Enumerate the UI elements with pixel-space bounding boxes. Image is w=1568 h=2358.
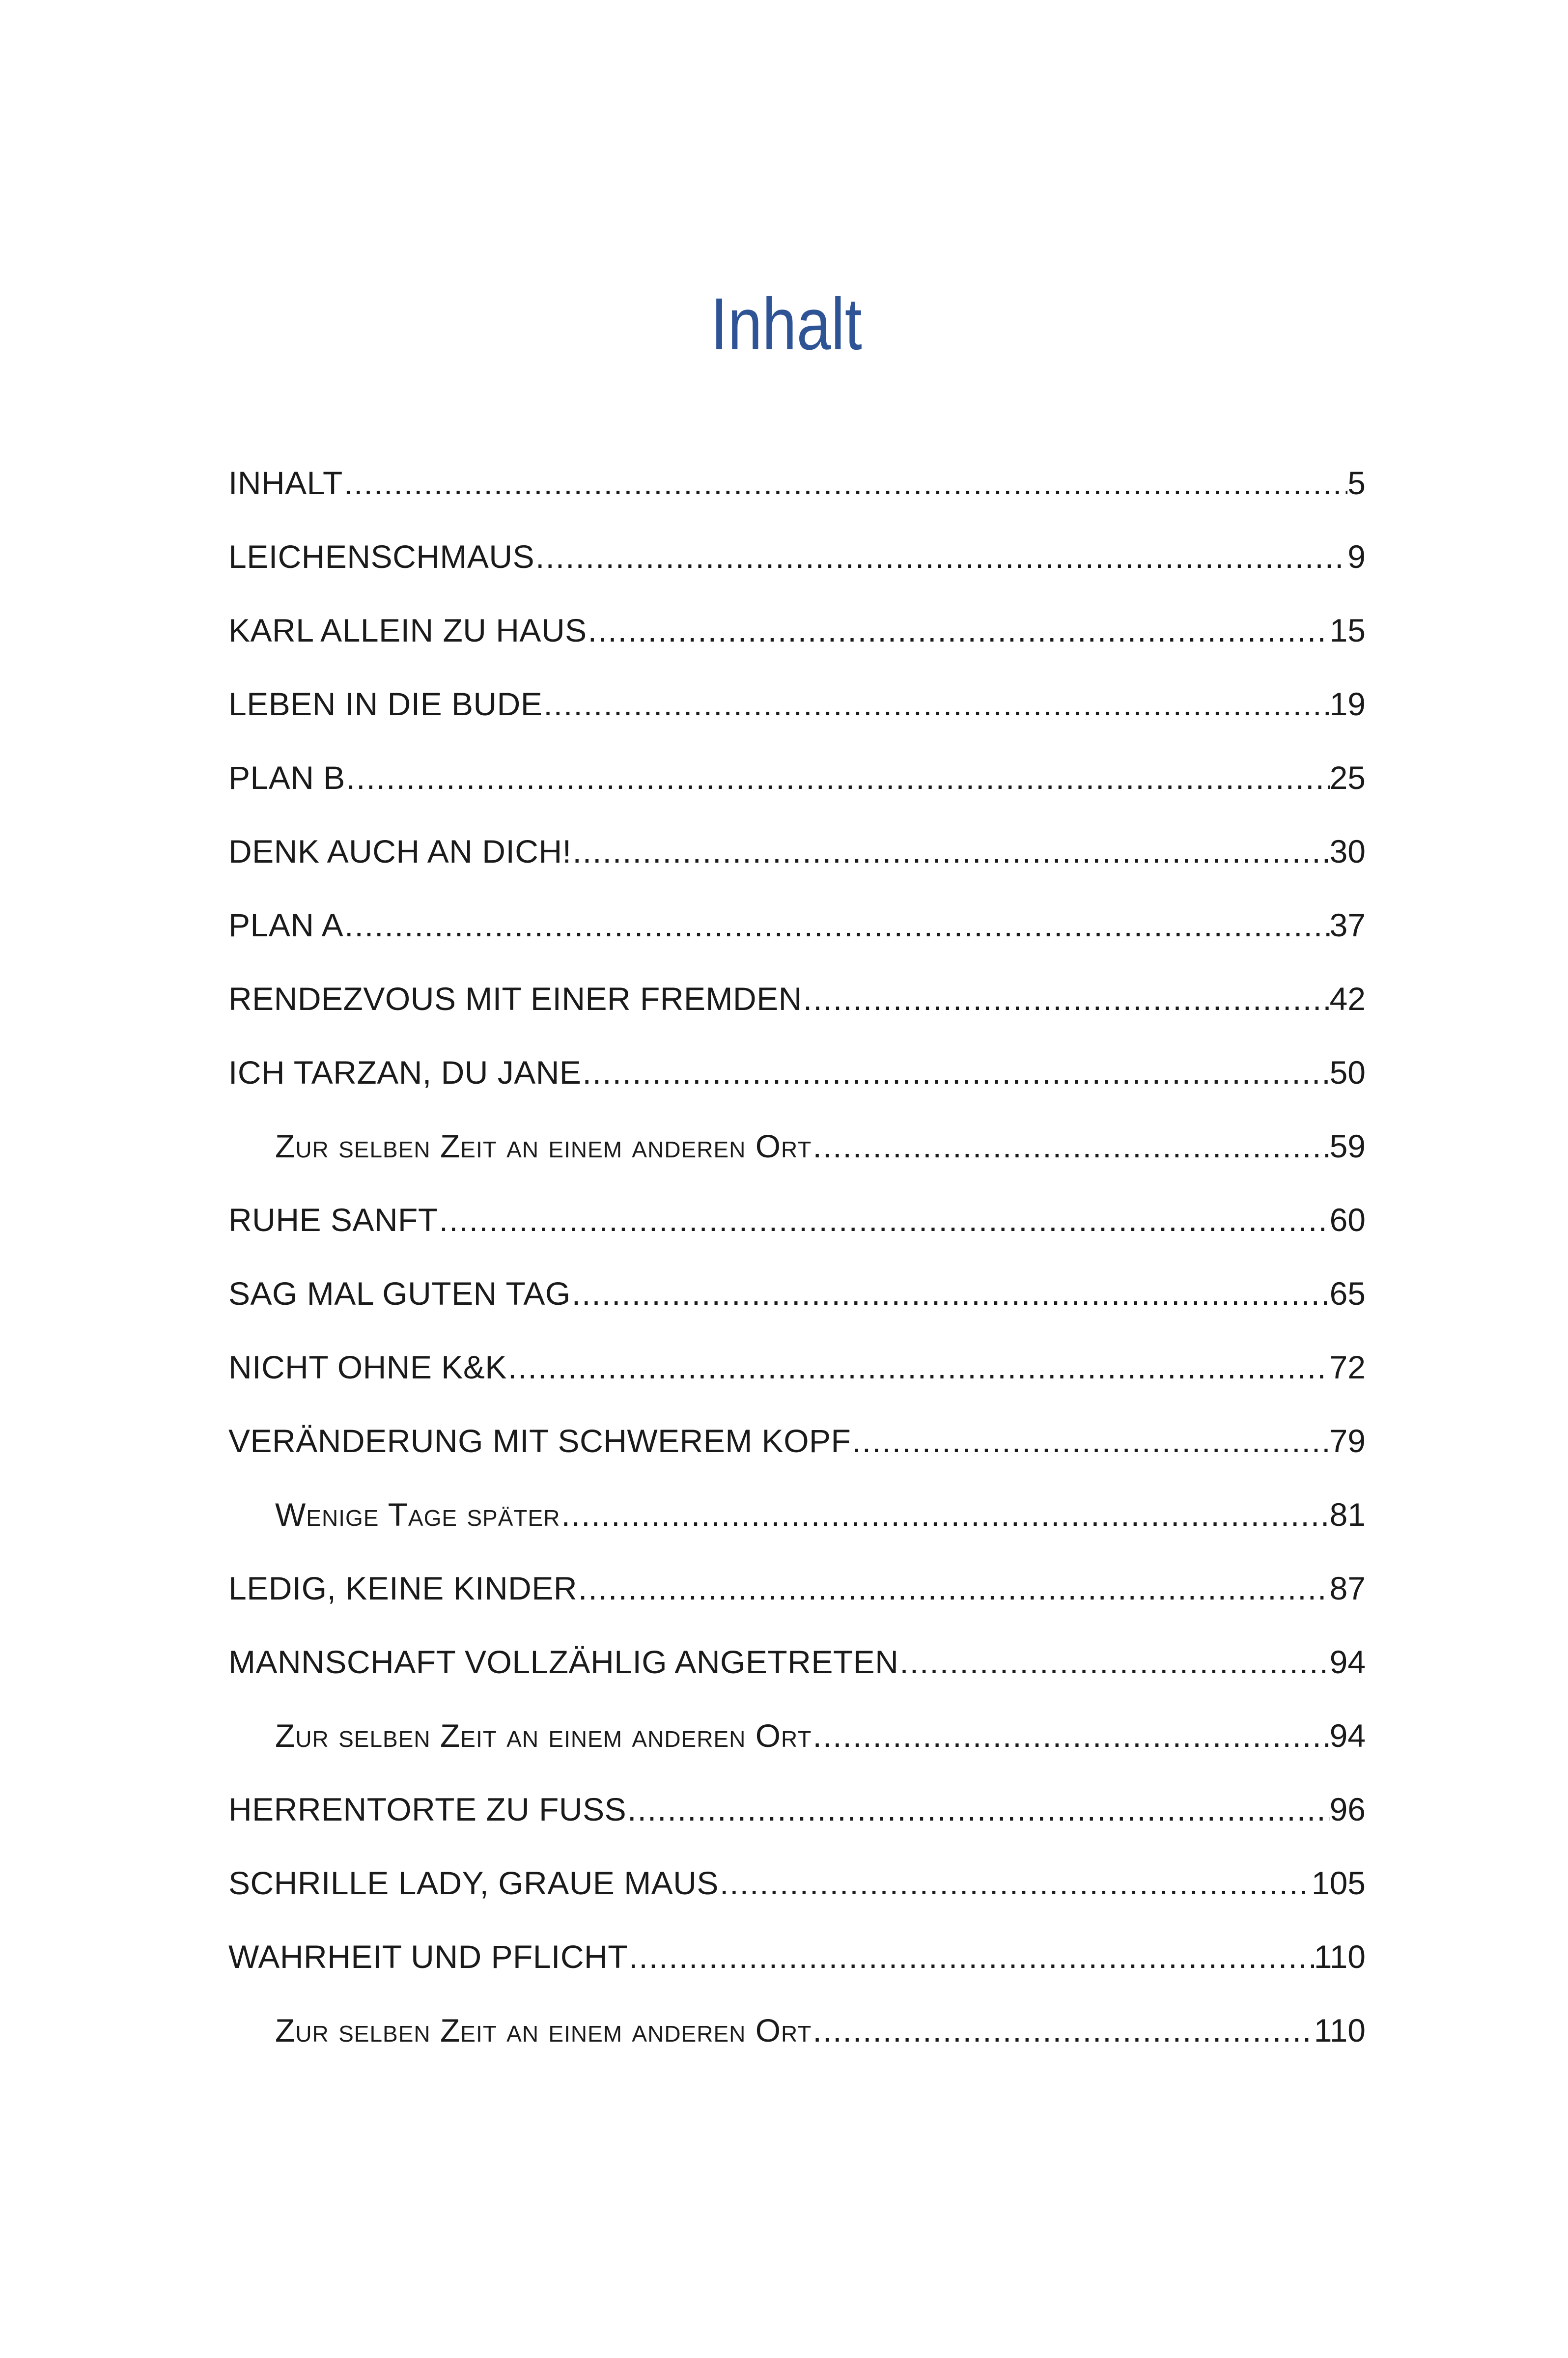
toc-dot-leader	[587, 608, 1330, 652]
toc-entry-title: Zur selben Zeit an einem anderen Ort	[275, 1128, 812, 1164]
toc-page-number: 87	[1329, 1570, 1366, 1606]
toc-entry-title: DENK AUCH AN DICH!	[228, 833, 572, 870]
toc-entry[interactable]	[228, 1861, 1366, 1935]
toc-entry[interactable]	[228, 756, 1366, 829]
toc-entry[interactable]	[228, 977, 1366, 1050]
toc-subentry[interactable]	[228, 1492, 1366, 1566]
toc-subentry[interactable]	[228, 1124, 1366, 1198]
toc-dot-leader	[626, 1787, 1329, 1831]
toc-dot-leader	[812, 1124, 1330, 1168]
toc-subentry[interactable]	[228, 1713, 1366, 1787]
toc-entry-title: ICH TARZAN, DU JANE	[228, 1054, 582, 1091]
toc-page-number: 60	[1329, 1202, 1366, 1238]
toc-page-number: 59	[1329, 1128, 1366, 1164]
toc-dot-leader	[812, 1713, 1330, 1758]
toc-page-number: 105	[1311, 1865, 1366, 1901]
toc-dot-leader	[438, 1198, 1330, 1242]
toc-dot-leader	[560, 1492, 1329, 1537]
toc-dot-leader	[719, 1861, 1312, 1905]
toc-dot-leader	[577, 1566, 1330, 1610]
toc-dot-leader	[534, 534, 1347, 579]
page-title: Inhalt	[710, 282, 862, 365]
toc-entry[interactable]	[228, 534, 1366, 608]
toc-entry-title: WAHRHEIT UND PFLICHT	[228, 1938, 628, 1975]
toc-entry-title: PLAN A	[228, 907, 344, 943]
toc-page-number: 25	[1329, 759, 1366, 796]
toc-dot-leader	[343, 903, 1329, 947]
toc-entry[interactable]	[228, 682, 1366, 756]
toc-entry-title: RENDEZVOUS MIT EINER FREMDEN	[228, 981, 802, 1017]
toc-page-number: 94	[1329, 1717, 1366, 1754]
toc-entry[interactable]	[228, 1419, 1366, 1492]
toc-entry-title: Zur selben Zeit an einem anderen Ort	[275, 2012, 812, 2049]
toc-page-number: 30	[1329, 833, 1366, 870]
toc-entry[interactable]	[228, 1640, 1366, 1713]
toc-dot-leader	[542, 682, 1329, 726]
toc-entry-title: PLAN B	[228, 759, 345, 796]
toc-page-number: 15	[1329, 612, 1366, 648]
toc-dot-leader	[812, 2008, 1314, 2052]
toc-page-number: 42	[1329, 981, 1366, 1017]
toc-dot-leader	[898, 1640, 1329, 1684]
toc-page-number: 9	[1347, 538, 1366, 575]
toc-entry[interactable]	[228, 461, 1366, 534]
toc-page-number: 81	[1329, 1496, 1366, 1533]
toc-entry-title: SCHRILLE LADY, GRAUE MAUS	[228, 1865, 719, 1901]
toc-dot-leader	[851, 1419, 1329, 1463]
table-of-contents	[228, 461, 1366, 2082]
toc-entry[interactable]	[228, 1787, 1366, 1861]
toc-page-number: 5	[1347, 465, 1366, 501]
toc-entry[interactable]	[228, 1345, 1366, 1419]
toc-entry-title: LEICHENSCHMAUS	[228, 538, 535, 575]
toc-entry-title: KARL ALLEIN ZU HAUS	[228, 612, 587, 648]
toc-page-number: 96	[1329, 1791, 1366, 1827]
toc-page-number: 72	[1329, 1349, 1366, 1385]
toc-page-number: 50	[1329, 1054, 1366, 1091]
toc-page-number: 110	[1314, 2012, 1366, 2049]
toc-entry[interactable]	[228, 1198, 1366, 1271]
toc-page-number: 65	[1329, 1275, 1366, 1312]
toc-entry-title: Zur selben Zeit an einem anderen Ort	[275, 1717, 812, 1754]
toc-entry-title: VERÄNDERUNG MIT SCHWEREM KOPF	[228, 1423, 851, 1459]
toc-entry[interactable]	[228, 608, 1366, 682]
toc-dot-leader	[802, 977, 1330, 1021]
toc-entry-title: LEBEN IN DIE BUDE	[228, 686, 543, 722]
toc-entry[interactable]	[228, 1271, 1366, 1345]
toc-entry-title: SAG MAL GUTEN TAG	[228, 1275, 571, 1312]
toc-dot-leader	[628, 1935, 1314, 1979]
toc-page-number: 79	[1329, 1423, 1366, 1459]
toc-entry-title: INHALT	[228, 465, 343, 501]
toc-entry-title: NICHT OHNE K&K	[228, 1349, 507, 1385]
toc-entry[interactable]	[228, 903, 1366, 977]
toc-page-number: 19	[1329, 686, 1366, 722]
toc-entry-title: RUHE SANFT	[228, 1202, 438, 1238]
toc-dot-leader	[343, 461, 1347, 505]
toc-subentry[interactable]	[228, 2008, 1366, 2082]
toc-page-number: 94	[1329, 1644, 1366, 1680]
toc-entry[interactable]	[228, 1935, 1366, 2008]
toc-entry-title: LEDIG, KEINE KINDER	[228, 1570, 578, 1606]
toc-entry-title: Wenige Tage später	[275, 1496, 560, 1533]
toc-entry[interactable]	[228, 829, 1366, 903]
toc-dot-leader	[571, 1271, 1330, 1316]
toc-dot-leader	[345, 756, 1330, 800]
toc-entry[interactable]	[228, 1050, 1366, 1124]
toc-entry[interactable]	[228, 1566, 1366, 1640]
toc-page-number: 110	[1314, 1938, 1366, 1975]
toc-dot-leader	[581, 1050, 1329, 1095]
toc-dot-leader	[507, 1345, 1330, 1389]
toc-entry-title: HERRENTORTE ZU FUSS	[228, 1791, 627, 1827]
toc-entry-title: MANNSCHAFT VOLLZÄHLIG ANGETRETEN	[228, 1644, 899, 1680]
toc-dot-leader	[571, 829, 1329, 873]
toc-page-number: 37	[1329, 907, 1366, 943]
